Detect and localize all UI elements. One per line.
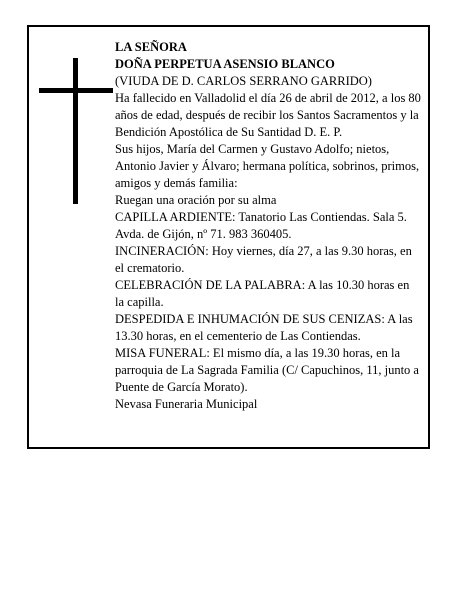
family-list: Sus hijos, María del Carmen y Gustavo Adolfo; nietos, Antonio Javier y Álvaro; hermana política, sobrinos, primos, amigos y demás familia: (115, 142, 420, 190)
cremation-info: INCINERACIÓN: Hoy viernes, día 27, a las 9.30 horas, en el crematorio. (115, 244, 412, 275)
notice-heading: LA SEÑORA (115, 40, 187, 54)
funeral-mass-info: MISA FUNERAL: El mismo día, a las 19.30 horas, en la parroquia de La Sagrada Familia (C/ Capuchinos, 11, junto a Puente de García Morato). (115, 346, 419, 394)
farewell-info: DESPEDIDA E INHUMACIÓN DE SUS CENIZAS: A las 13.30 horas, en el cementerio de Las Contiendas. (115, 312, 413, 343)
notice-text (115, 39, 421, 413)
funeral-home: Nevasa Funeraria Municipal (115, 397, 258, 411)
death-announcement: Ha fallecido en Valladolid el día 26 de abril de 2012, a los 80 años de edad, después de recibir los Santos Sacramentos y la Bendición Apostólica de Su Santidad D. E. P. (115, 91, 421, 139)
chapel-info: CAPILLA ARDIENTE: Tanatorio Las Contiendas. Sala 5. Avda. de Gijón, nº 71. 983 360405. (115, 210, 407, 241)
widow-of: (VIUDA DE D. CARLOS SERRANO GARRIDO) (115, 74, 372, 88)
obituary-notice (27, 25, 430, 449)
cross-horizontal-bar (39, 88, 113, 93)
prayer-request: Ruegan una oración por su alma (115, 193, 277, 207)
cross-icon (39, 58, 113, 204)
deceased-name: DOÑA PERPETUA ASENSIO BLANCO (115, 57, 335, 71)
cross-vertical-bar (73, 58, 78, 204)
celebration-info: CELEBRACIÓN DE LA PALABRA: A las 10.30 horas en la capilla. (115, 278, 410, 309)
